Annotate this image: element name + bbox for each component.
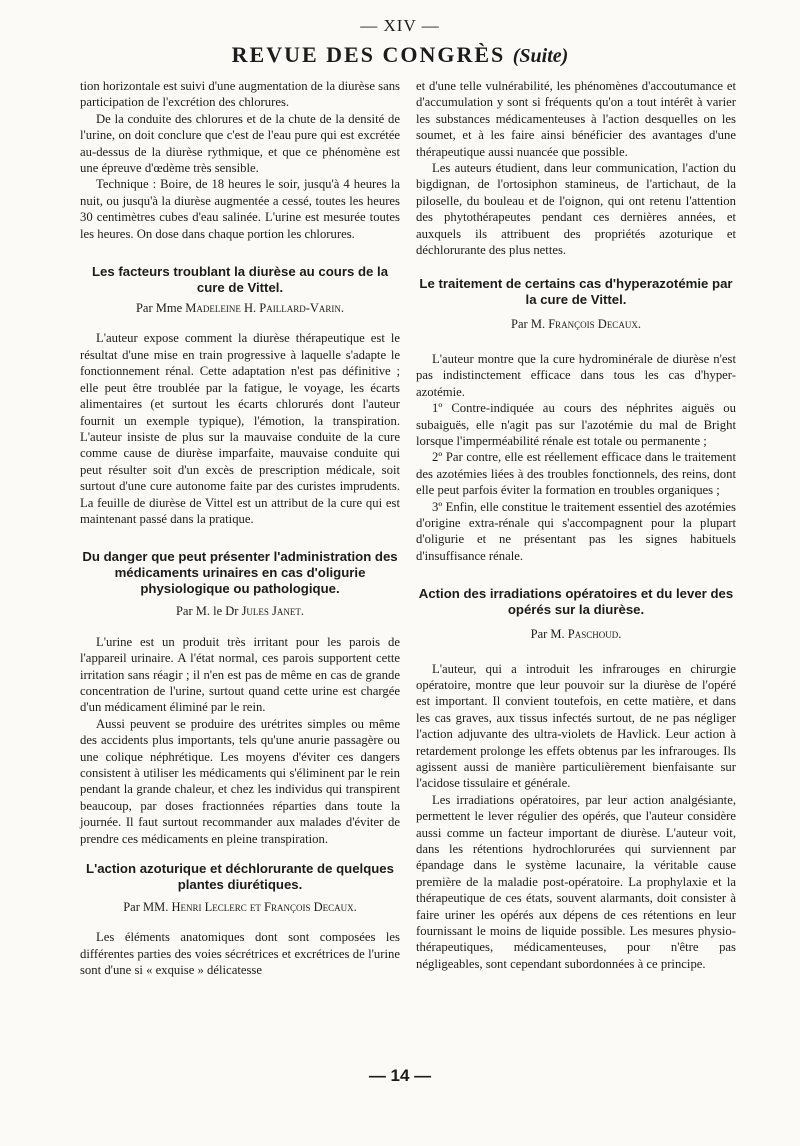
right-column <box>416 78 736 972</box>
paragraph: 2º Par contre, elle est réellement efficace dans le traitement des azotémies liées à des troubles fonctionnels, des reins, dont elle peut parfois éviter la formation en troubles organiques ; <box>416 450 736 498</box>
article-title: Du danger que peut présenter l'administration des médicaments urinaires en cas d'oligurie physiologique ou pathologique. <box>82 549 398 597</box>
byline-author: Madeleine H. Paillard-Varin. <box>185 301 345 316</box>
page-folio-roman: — XIV — <box>360 16 440 35</box>
article-title: L'action azoturique et déchlorurante de quelques plantes diurétiques. <box>86 861 394 893</box>
byline-prefix: Par Mme <box>135 301 183 316</box>
page-number: — 14 — <box>368 1066 432 1085</box>
paragraph: Les auteurs étudient, dans leur communication, l'action du bigdignan, de l'ortosiphon stamineus, de l'artichaut, de la piloselle, du bouleau et de l'oignon, qui ont retenu l'attention des phytothérapeutes pendant ces dernières années, et auxquels ils attribuent des propriétés azoturique et déchlorurante des plus nettes. <box>416 161 736 258</box>
paragraph: L'auteur, qui a introduit les infrarouges en chirurgie opératoire, montre que leur pouvoir sur la diurèse de l'opéré est important. Il convient toutefois, en cette matière, et dans les cas graves, aux tissus infectés surtout, de ne pas négliger l'action adjuvante des ultra-violets de Havlick. Leur action à retardement prolonge les effets obtenus par les infrarouges. Ils agissent aussi de manière particulièrement bienfaisante sur l'acidose tissulaire et générale. <box>416 661 736 791</box>
journal-title-suffix: (Suite) <box>512 45 569 67</box>
paragraph: et d'une telle vulnérabilité, les phénomènes d'accoutumance et d'accumulation y sont si fréquents qu'on a tout intérêt à varier les substances médicamenteuses à l'action desquelles on les soumet, et à les faire ainsi bénéficier des avantages d'une thérapeutique aussi nuancée que possible. <box>416 79 736 159</box>
article-byline <box>416 316 736 332</box>
article-byline <box>416 626 736 642</box>
paragraph: De la conduite des chlorures et de la chute de la densité de l'urine, on doit conclure que c'est de l'eau pure qui est excrétée au-dessus de la diurèse rythmique, et que ce phénomène est une épreuve d'œdème très sensible. <box>80 111 400 176</box>
byline-author: Paschoud. <box>567 627 622 642</box>
byline-prefix: Par M. <box>511 317 546 332</box>
article-byline <box>80 603 400 619</box>
byline-author: Jules Janet. <box>241 604 305 619</box>
article-title: Action des irradiations opératoires et du lever des opérés sur la diurèse. <box>418 586 734 618</box>
running-head <box>0 42 800 68</box>
article-byline <box>80 899 400 915</box>
byline-author: François Decaux. <box>548 317 641 332</box>
paragraph: Les irradiations opératoires, par leur action analgésiante, permettent le lever régulier des opérés, que l'auteur considère aussi comme un facteur important de diurèse. L'auteur voit, dans les rétentions hydrochlorurées qui surviennent par épandage dans le système lacunaire, la véritable cause première de la maladie post-opératoire. La prophylaxie et la thérapeutique de ces états, souvent alarmants, doit consister à faire uriner les opérés aux dépens de ces rétentions en leur fournissant le moins de liquide possible. Les mesures physio-thérapeutiques, médicamenteuses, pour n'être pas négligeables, sont cependant subordonnées à ce principe. <box>416 792 736 971</box>
paragraph: tion horizontale est suivi d'une augmentation de la diurèse sans participation de l'excrétion des chlorures. <box>80 79 400 110</box>
paragraph: 1º Contre-indiquée au cours des néphrites aiguës ou subaiguës, elle n'agit pas sur l'azotémie du mal de Bright lorsque l'imperméabilité rénale est totale ou permanente ; <box>416 401 736 448</box>
article-title: Les facteurs troublant la diurèse au cours de la cure de Vittel. <box>91 264 389 296</box>
byline-prefix: Par MM. <box>123 900 169 915</box>
paragraph: Aussi peuvent se produire des urétrites simples ou même des accidents plus importants, tels qu'une anurie passagère ou une colique néphrétique. Les moyens d'éviter ces dangers consistent à utiliser les médicaments qui s'éliminent par le rein pendant la grande chaleur, et chez les individus qui transpirent beaucoup, par doses fractionnées réparties dans toute la journée. Il faut surtout recommander aux malades d'éviter de prendre ces médicaments en pleine transpiration. <box>80 716 400 846</box>
paragraph: Technique : Boire, de 18 heures le soir, jusqu'à 4 heures la nuit, ou jusqu'à la diurèse augmentée a cessé, toutes les heures 30 centimètres cubes d'eau salinée. L'urine est mesurée toutes les heures. On dose dans chaque portion les chlorures. <box>80 177 400 241</box>
left-column <box>80 78 400 979</box>
paragraph: 3º Enfin, elle constitue le traitement essentiel des azotémies d'origine extra-rénale qui s'accompagnent pour la plupart d'oligurie et ne présentant pas les signes habituels d'insuffisance rénale. <box>416 499 736 563</box>
byline-author: Henri Leclerc et François Decaux. <box>171 900 357 915</box>
paragraph: L'urine est un produit très irritant pour les parois de l'appareil urinaire. A l'état normal, ces parois supportent cette irritation sans réagir ; il n'en est pas de même en cas de grande concentration de l'urine, surtout quand cette urine est chargée d'un médicament éliminé par le rein. <box>80 634 400 715</box>
byline-prefix: Par M. <box>530 627 565 642</box>
journal-title: REVUE DES CONGRÈS <box>231 42 506 67</box>
article-byline <box>80 300 400 316</box>
paragraph: L'auteur montre que la cure hydrominérale de diurèse n'est pas indistinctement efficace dans tous les cas d'hyper-azotémie. <box>416 351 736 399</box>
article-title: Le traitement de certains cas d'hyperazotémie par la cure de Vittel. <box>419 276 733 308</box>
byline-prefix: Par M. le Dr <box>175 604 239 619</box>
paragraph: Les éléments anatomiques dont sont composées les différentes parties des voies sécrétrices et excrétrices de l'urine sont d'une si « exquise » délicatesse <box>80 930 400 978</box>
paragraph: L'auteur expose comment la diurèse thérapeutique est le résultat d'une mise en train progressive à laquelle s'adapte le fonctionnement rénal. Cette adaptation n'est pas définitive ; elle peut être troublée par la fatigue, le voyage, les écarts alimentaires (et surtout les écarts chlorurés dont l'auteur fournit un exemple typique), l'émotion, la transpiration. L'auteur insiste de plus sur la mauvaise conduite de la cure comme cause de diurèse imparfaite, mauvaise conduite qui peut résulter soit d'un excès de prescription médicale, soit surtout d'une cure autonome faite par des curistes imprudents. La feuille de diurèse de Vittel est un attribut de la cure qui est maintenant passé dans la pratique. <box>80 331 400 526</box>
